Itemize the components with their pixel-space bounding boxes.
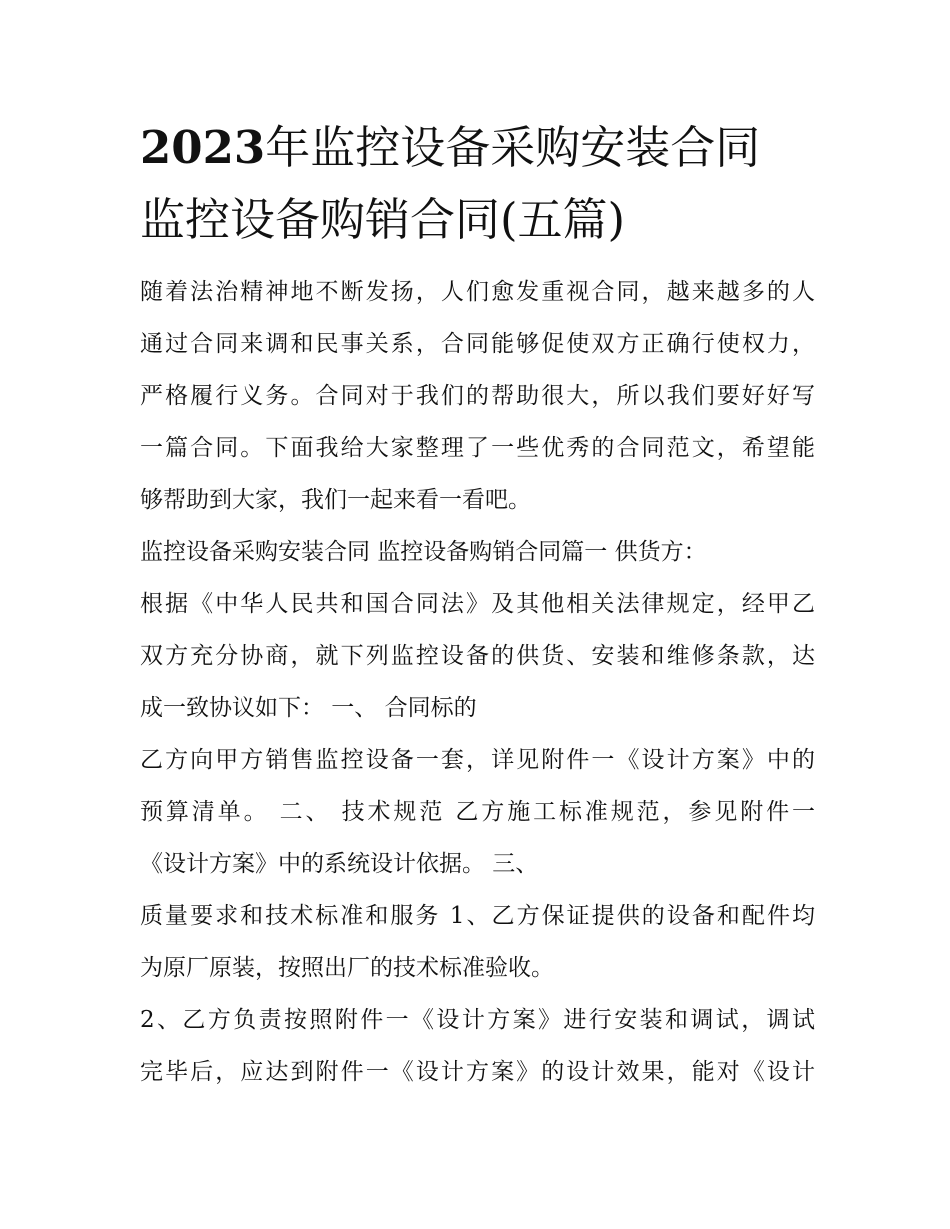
paragraph-installation <box>140 994 815 1098</box>
paragraph-line: 2、乙方负责按照附件一《设计方案》进行安装和调试，调试 <box>140 1007 815 1033</box>
title-year: 2023 <box>140 121 266 174</box>
paragraph-line: 完毕后，应达到附件一《设计方案》的设计效果，能对《设计 <box>140 1059 815 1085</box>
paragraph-intro <box>140 266 815 526</box>
document-page <box>140 112 815 1098</box>
paragraph-line: 监控设备采购安装合同 监控设备购销合同篇一 供货方： <box>140 539 707 565</box>
paragraph-line: 预算清单。 二、 技术规范 乙方施工标准规范，参见附件一 <box>140 799 815 825</box>
title-line-1 <box>140 112 815 184</box>
paragraph-line: 通过合同来调和民事关系，合同能够促使双方正确行使权力， <box>140 331 815 357</box>
document-title <box>140 112 815 256</box>
paragraph-line: 乙方向甲方销售监控设备一套，详见附件一《设计方案》中的 <box>140 747 815 773</box>
title-line-2: 监控设备购销合同(五篇) <box>140 193 626 246</box>
title-line-1-text: 年监控设备采购安装合同 <box>265 121 761 174</box>
paragraph-contract-subject <box>140 734 815 890</box>
paragraph-line: 严格履行义务。合同对于我们的帮助很大，所以我们要好好写 <box>140 383 815 409</box>
paragraph-line: 成一致协议如下： 一、 合同标的 <box>140 695 477 721</box>
paragraph-line: 随着法治精神地不断发扬，人们愈发重视合同，越来越多的人 <box>140 279 815 305</box>
paragraph-line: 质量要求和技术标准和服务 1、乙方保证提供的设备和配件均 <box>140 903 815 929</box>
paragraph-line: 够帮助到大家，我们一起来看一看吧。 <box>140 487 531 513</box>
paragraph-line: 为原厂原装，按照出厂的技术标准验收。 <box>140 955 554 981</box>
paragraph-legal-basis <box>140 578 815 734</box>
paragraph-line: 根据《中华人民共和国合同法》及其他相关法律规定，经甲乙 <box>140 591 815 617</box>
paragraph-quality <box>140 890 815 994</box>
paragraph-line: 一篇合同。下面我给大家整理了一些优秀的合同范文，希望能 <box>140 435 815 461</box>
paragraph-section-heading <box>140 526 815 578</box>
paragraph-line: 双方充分协商，就下列监控设备的供货、安装和维修条款，达 <box>140 643 815 669</box>
paragraph-line: 《设计方案》中的系统设计依据。 三、 <box>140 851 539 877</box>
